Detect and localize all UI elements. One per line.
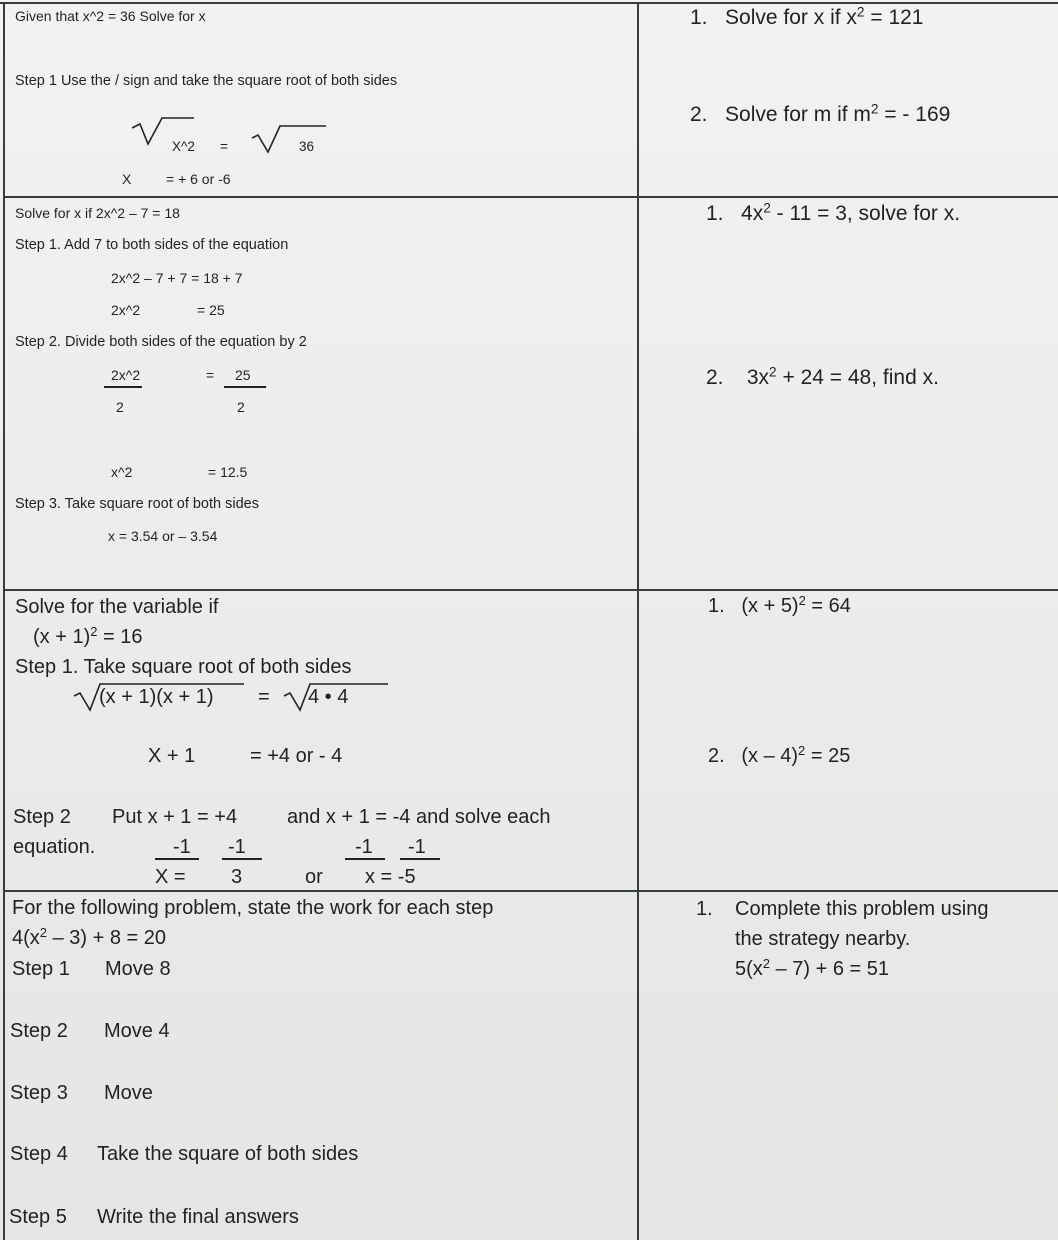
box2-problem-1-pre: 4x	[741, 202, 764, 225]
box2-frac-rhs-bar	[224, 386, 266, 388]
box3-title: Solve for the variable if	[15, 596, 219, 618]
box3-problem-2	[708, 742, 851, 768]
box2-problem-1-post: - 11 = 3, solve for x.	[770, 202, 961, 225]
box3-row-v1: 3	[231, 866, 243, 888]
box3-row-x1: X =	[155, 866, 186, 888]
box1-problem-1-num: 1.	[690, 6, 708, 29]
box3-sqrt-rhs: 4 • 4	[308, 686, 349, 708]
box3-step2-label: Step 2	[13, 806, 71, 828]
box3-step1: Step 1. Take square root of both sides	[15, 656, 352, 678]
box3-sqrt-lhs: (x + 1)(x + 1)	[99, 686, 214, 708]
box2-problem-1-num: 1.	[706, 202, 724, 225]
box4-problem-eq-post: – 7) + 6 = 51	[770, 958, 890, 980]
box4-eq-exp: 2	[39, 924, 48, 940]
box1-title: Given that x^2 = 36 Solve for x	[15, 8, 206, 24]
box3-underline-a	[155, 858, 199, 860]
box2-problem-2-exp: 2	[769, 364, 777, 380]
box3-step2-text: Put x + 1 = +4	[112, 806, 238, 828]
box3-problem-1	[708, 592, 851, 618]
border-top	[0, 2, 1058, 4]
box1-rhs: 36	[299, 139, 315, 154]
box1-problem-2-exp: 2	[870, 101, 879, 117]
box4-equation	[12, 924, 167, 950]
box2-frac-lhs-bar	[104, 386, 142, 388]
box4-step-2-text: Move 4	[104, 1020, 170, 1042]
row-divider-1	[3, 196, 1058, 198]
box2-problem-2	[706, 366, 939, 390]
box3-step2-and: and x + 1 = -4 and solve each	[287, 806, 551, 828]
box3-sqrt-eq: =	[258, 686, 270, 708]
box3-problem-1-num: 1.	[708, 595, 725, 617]
box3-minus1-a: -1	[173, 836, 191, 858]
box3-problem-1-pre: (x + 5)	[741, 595, 799, 617]
box2-line4: x = 3.54 or – 3.54	[108, 528, 218, 544]
box4-title: For the following problem, state the work for each step	[12, 897, 494, 919]
box2-problem-2-num: 2.	[706, 366, 724, 389]
box4-problem-equation	[735, 955, 890, 981]
box1-problem-2-num: 2.	[690, 103, 708, 126]
box1-lhs: X^2	[172, 139, 195, 154]
box3-underline-c	[345, 858, 385, 860]
box4-step-4-text: Take the square of both sides	[97, 1143, 359, 1165]
box2-problem-2-pre: 3x	[746, 366, 770, 389]
box2-frac-lhs-num: 2x^2	[111, 367, 141, 383]
box2-step1: Step 1. Add 7 to both sides of the equation	[15, 237, 289, 253]
box4-problem-line1: Complete this problem using	[735, 898, 989, 920]
box1-problem-1-exp: 2	[856, 4, 865, 20]
box4-problem-eq-pre: 5(x	[735, 958, 763, 980]
box3-row-or: or	[305, 866, 323, 888]
box3-eq-exp: 2	[90, 623, 98, 639]
box2-line1: 2x^2 – 7 + 7 = 18 + 7	[111, 270, 243, 286]
box2-frac-rhs-den: 2	[237, 399, 245, 415]
box2-title: Solve for x if 2x^2 – 7 = 18	[15, 205, 180, 221]
box4-step-1-text: Move 8	[105, 958, 171, 980]
box2-problem-1	[706, 202, 960, 226]
box3-problem-1-exp: 2	[798, 592, 806, 608]
box3-minus1-c: -1	[355, 836, 373, 858]
box2-line2-lhs: 2x^2	[111, 302, 141, 318]
box1-problem-1	[690, 6, 924, 30]
box2-step3: Step 3. Take square root of both sides	[15, 496, 259, 512]
box3-minus1-b: -1	[228, 836, 246, 858]
box4-eq-post: – 3) + 8 = 20	[47, 927, 167, 949]
row-divider-3	[3, 890, 1058, 892]
box2-frac-eq: =	[206, 367, 215, 383]
box3-underline-b	[222, 858, 262, 860]
box3-problem-2-exp: 2	[798, 742, 806, 758]
box2-step2: Step 2. Divide both sides of the equation by 2	[15, 334, 307, 350]
box3-row-x2: x = -5	[365, 866, 416, 888]
row-divider-2	[3, 589, 1058, 591]
box4-step-3-text: Move	[104, 1082, 153, 1104]
box2-frac-rhs-num: 25	[235, 367, 251, 383]
box3-minus1-d: -1	[408, 836, 426, 858]
box1-result: = + 6 or -6	[166, 171, 231, 187]
column-divider	[637, 2, 639, 1240]
box4-eq-pre: 4(x	[12, 927, 40, 949]
box3-problem-2-pre: (x – 4)	[741, 745, 799, 767]
box3-step2-eq: equation.	[13, 836, 96, 858]
box4-problem-eq-exp: 2	[762, 955, 771, 971]
box4-step-5-label: Step 5	[9, 1206, 67, 1228]
box4-step-3-label: Step 3	[10, 1082, 68, 1104]
box1-result-x: X	[122, 171, 132, 187]
box2-line3-lhs: x^2	[111, 464, 133, 480]
box2-problem-1-exp: 2	[763, 200, 771, 216]
box3-problem-1-post: = 64	[805, 595, 851, 617]
box3-eq-post: = 16	[97, 626, 143, 648]
box1-problem-2-pre: Solve for m if m	[725, 103, 871, 126]
box4-step-5-text: Write the final answers	[97, 1206, 299, 1228]
box3-res-rhs: = +4 or - 4	[250, 745, 343, 767]
box1-eq: =	[220, 139, 228, 154]
box1-sqrt-symbol-right	[250, 124, 330, 154]
border-left	[3, 2, 5, 1240]
box1-problem-2	[690, 103, 950, 127]
box1-step1: Step 1 Use the / sign and take the square root of both sides	[15, 73, 398, 89]
box3-underline-d	[400, 858, 440, 860]
box3-equation	[33, 623, 143, 649]
box4-step-2-label: Step 2	[10, 1020, 68, 1042]
box1-problem-1-post: = 121	[864, 6, 924, 29]
box4-step-1-label: Step 1	[12, 958, 70, 980]
box4-problem-line2: the strategy nearby.	[735, 928, 911, 950]
box4-problem-num: 1.	[696, 898, 713, 920]
box2-line3-rhs: = 12.5	[208, 464, 248, 480]
box1-problem-1-pre: Solve for x if x	[725, 6, 857, 29]
box3-problem-2-num: 2.	[708, 745, 725, 767]
box3-eq-pre: (x + 1)	[33, 626, 91, 648]
box2-line2-rhs: = 25	[197, 302, 225, 318]
box2-problem-2-post: + 24 = 48, find x.	[776, 366, 939, 389]
box4-step-4-label: Step 4	[10, 1143, 68, 1165]
box2-frac-lhs-den: 2	[116, 399, 124, 415]
box3-problem-2-post: = 25	[805, 745, 851, 767]
box3-res-lhs: X + 1	[148, 745, 196, 767]
box1-problem-2-post: = - 169	[878, 103, 951, 126]
